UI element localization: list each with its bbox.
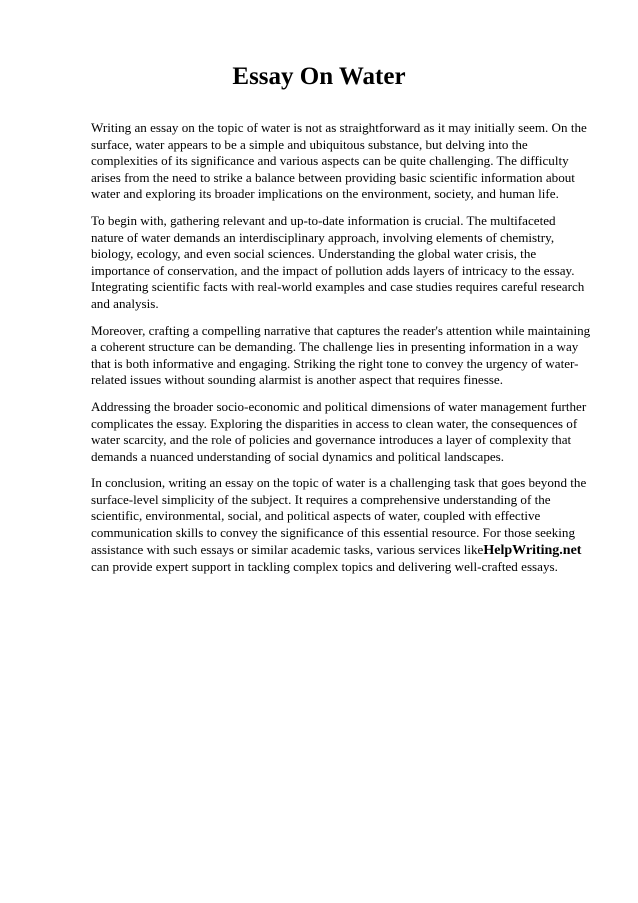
document-title: Essay On Water <box>232 63 406 90</box>
paragraph-narrative: Moreover, crafting a compelling narrative that captures the reader's attention while maintaining a coherent structure can be demanding. The challenge lies in presenting information in a way that is both informative and engaging. Striking the right tone to convey the urgency of water-related issues without sounding alarmist is another aspect that requires finesse. <box>91 322 591 388</box>
brand-name: HelpWriting.net <box>483 542 582 558</box>
document-body <box>91 120 591 586</box>
paragraph-conclusion <box>91 475 591 576</box>
conclusion-text-before: In conclusion, writing an essay on the topic of water is a challenging task that goes beyond the surface-level simplicity of the subject. It requires a comprehensive understanding of the scientific, environmental, social, and political aspects of water, coupled with effective communication skills to convey the significance of this essential resource. For those seeking assistance with such essays or similar academic tasks, various services like <box>91 475 587 557</box>
paragraph-research: To begin with, gathering relevant and up-to-date information is crucial. The multifaceted nature of water demands an interdisciplinary approach, involving elements of chemistry, biology, ecology, and even social sciences. Understanding the global water crisis, the importance of conservation, and the impact of pollution adds layers of intricacy to the essay. Integrating scientific facts with real-world examples and case studies requires careful research and analysis. <box>91 212 585 311</box>
paragraph-intro: Writing an essay on the topic of water is not as straightforward as it may initially seem. On the surface, water appears to be a simple and ubiquitous substance, but delving into the complexities of its significance and various aspects can be quite challenging. The difficulty arises from the need to strike a balance between providing basic scientific information about water and exploring its broader implications on the environment, society, and human life. <box>91 120 587 202</box>
paragraph-socio-economic: Addressing the broader socio-economic and political dimensions of water management further complicates the essay. Exploring the disparities in access to clean water, the consequences of water scarcity, and the role of policies and governance introduces a layer of complexity that demands a nuanced understanding of social dynamics and political landscapes. <box>91 398 587 464</box>
conclusion-text-after: can provide expert support in tackling complex topics and delivering well-crafted essays. <box>91 559 558 575</box>
